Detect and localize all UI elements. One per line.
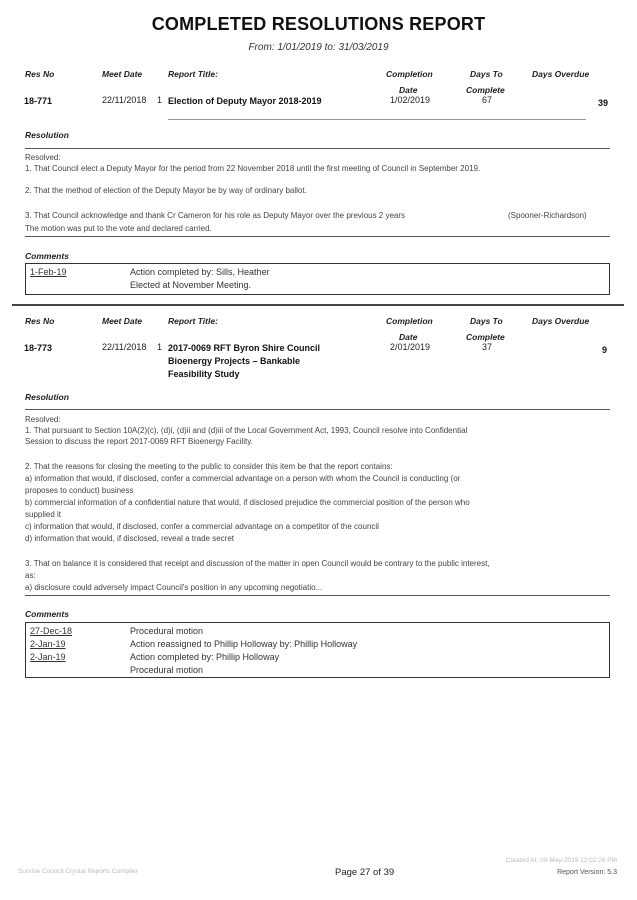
res-no-value: 18-773 bbox=[24, 343, 53, 353]
col-completion-date: Date bbox=[399, 85, 418, 95]
report-version: Report Version: 5.3 bbox=[557, 869, 617, 876]
resolution-label: Resolution bbox=[25, 392, 69, 402]
col-days-overdue: Days Overdue bbox=[532, 316, 590, 326]
resolution-text: The motion was put to the vote and declared carried. bbox=[25, 224, 212, 233]
resolution-text: 2. That the method of election of the Deputy Mayor be by way of ordinary ballot. bbox=[25, 186, 307, 195]
report-date-range: From: 1/01/2019 to: 31/03/2019 bbox=[248, 42, 389, 53]
comment-date: 2-Jan-19 bbox=[30, 652, 66, 662]
comment-date: 2-Jan-19 bbox=[30, 639, 66, 649]
page-number: Page 27 of 39 bbox=[335, 867, 395, 878]
footer-left: Sunrise Council Crystal Reports Compiler bbox=[18, 868, 138, 875]
col-completion: Completion bbox=[386, 69, 433, 79]
resolution-text: Resolved: bbox=[25, 415, 61, 424]
comment-date: 1-Feb-19 bbox=[30, 267, 67, 277]
col-complete: Complete bbox=[466, 332, 505, 342]
resolution-text: 2. That the reasons for closing the meeting to the public to consider this item be that the report contains: bbox=[25, 462, 393, 471]
col-complete: Complete bbox=[466, 85, 505, 95]
resolution-text: 1. That pursuant to Section 10A(2)(c), (d)i, (d)ii and (d)iii of the Local Government Act, 1993, Council resolve into Confidential bbox=[25, 426, 468, 435]
mover-name: (Spooner-Richardson) bbox=[508, 211, 587, 220]
resolution-text: a) disclosure could adversely impact Council's position in any upcoming negotiatio... bbox=[25, 583, 323, 592]
report-title-value: Election of Deputy Mayor 2018-2019 bbox=[168, 96, 322, 106]
meet-date-value: 22/11/2018 bbox=[102, 342, 147, 352]
resolution-bottom-divider bbox=[25, 595, 610, 596]
col-days-to: Days To bbox=[470, 69, 503, 79]
col-days-to: Days To bbox=[470, 316, 503, 326]
resolution-text: c) information that would, if disclosed, confer a commercial advantage on a competitor of the council bbox=[25, 522, 379, 531]
completion-date-value: 1/02/2019 bbox=[390, 95, 431, 105]
resolution-text: as: bbox=[25, 571, 36, 580]
days-to-complete-value: 67 bbox=[482, 95, 493, 105]
comment-text: Elected at November Meeting. bbox=[130, 280, 252, 290]
report-title-value: 2017-0069 RFT Byron Shire Council bbox=[168, 343, 321, 353]
resolution-text: Resolved: bbox=[25, 153, 61, 162]
col-completion: Completion bbox=[386, 316, 433, 326]
comment-text: Action completed by: Phillip Holloway bbox=[130, 652, 280, 662]
comments-box bbox=[25, 622, 610, 678]
days-to-complete-value: 37 bbox=[482, 342, 493, 352]
comments-label: Comments bbox=[25, 609, 69, 619]
resolution-divider bbox=[25, 148, 610, 149]
completion-date-value: 2/01/2019 bbox=[390, 342, 431, 352]
col-res-no: Res No bbox=[25, 316, 55, 326]
comment-text: Procedural motion bbox=[130, 665, 204, 675]
report-title-value: Bioenergy Projects – Bankable bbox=[168, 356, 301, 366]
title-underline bbox=[168, 119, 586, 120]
col-meet-date: Meet Date bbox=[102, 69, 143, 79]
resolution-text: b) commercial information of a confidential nature that would, if disclosed prejudice the commercial position of the person who bbox=[25, 498, 470, 507]
resolution-text: supplied it bbox=[25, 510, 62, 519]
report-title: COMPLETED RESOLUTIONS REPORT bbox=[151, 14, 486, 34]
resolution-text: 3. That Council acknowledge and thank Cr Cameron for his role as Deputy Mayor over the previous 2 years bbox=[25, 211, 406, 220]
comments-box bbox=[25, 263, 610, 295]
resolution-text: 3. That on balance it is considered that receipt and discussion of the matter in open Council would be contrary to the public interest, bbox=[25, 559, 490, 568]
col-res-no: Res No bbox=[25, 69, 55, 79]
resolution-text: proposes to conduct) business bbox=[25, 486, 134, 495]
resolution-text: a) information that would, if disclosed, confer a commercial advantage on a person with whom the Council is conducting (or bbox=[25, 474, 461, 483]
days-overdue-value: 39 bbox=[598, 98, 609, 108]
resolution-bottom-divider bbox=[25, 236, 610, 237]
col-meet-date: Meet Date bbox=[102, 316, 143, 326]
comment-text: Action reassigned to Phillip Holloway by: Phillip Holloway bbox=[130, 639, 358, 649]
col-report-title: Report Title: bbox=[168, 316, 218, 326]
res-no-value: 18-771 bbox=[24, 96, 53, 106]
meet-date-value: 22/11/2018 bbox=[102, 95, 147, 105]
col-days-overdue: Days Overdue bbox=[532, 69, 590, 79]
resolution-text: d) information that would, if disclosed, reveal a trade secret bbox=[25, 534, 234, 543]
comment-date: 27-Dec-18 bbox=[30, 626, 73, 636]
report-title-value: Feasibility Study bbox=[168, 369, 240, 379]
resolution-text: Session to discuss the report 2017-0069 RFT Bioenergy Facility. bbox=[25, 437, 253, 446]
col-report-title: Report Title: bbox=[168, 69, 218, 79]
days-overdue-value: 9 bbox=[602, 345, 608, 355]
item-number: 1 bbox=[157, 342, 163, 352]
resolution-text: 1. That Council elect a Deputy Mayor for the period from 22 November 2018 until the first meeting of Council in September 2019. bbox=[25, 164, 481, 173]
item-number: 1 bbox=[157, 95, 163, 105]
col-completion-date: Date bbox=[399, 332, 418, 342]
comment-text: Procedural motion bbox=[130, 626, 204, 636]
record-separator bbox=[12, 304, 624, 306]
comments-label: Comments bbox=[25, 251, 69, 261]
footer-created: Created At: 09-May-2019 12:02:26 PM bbox=[505, 857, 617, 864]
comment-text: Action completed by: Sills, Heather bbox=[130, 267, 270, 277]
resolution-label: Resolution bbox=[25, 130, 69, 140]
resolution-divider bbox=[25, 409, 610, 410]
